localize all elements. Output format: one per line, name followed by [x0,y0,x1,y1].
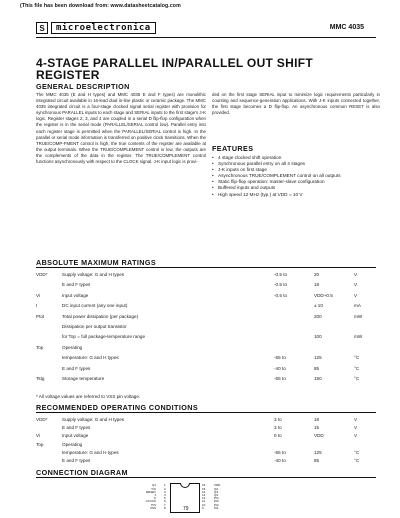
cell-param: for Top = full package-temperature range [62,334,146,340]
cell-sym: I [36,303,38,309]
cell-min: -55 to [274,355,286,361]
page-number: 79 [183,506,189,512]
cell-param: Dissipation per output transistor [62,324,127,329]
cell-param: E and F types [62,282,91,288]
cell-unit: V [354,433,358,439]
pin-label: PI1 [214,505,219,510]
pin-label: T/C [151,486,156,491]
voltage-note: * All voltage values are referred to VSS pin voltage. [36,394,141,399]
cell-max: 85 [314,365,320,371]
cell-param: Operating [62,441,83,447]
cell-param: Operating [62,344,83,350]
table-row [36,450,376,456]
cell-max: 125 [314,449,322,455]
cell-max: 85 [314,458,320,463]
cell-param: Total power dissipation (per package) [62,313,139,319]
pin-number: 1 [164,483,166,488]
pin-number: 16 [202,483,206,488]
cell-sym: Ptot [36,313,45,319]
part-number: MMC 4035 [329,24,364,31]
feature-item: • Asynchronous TRUE/COMPLEMENT control on all outputs [212,173,380,179]
pin-label: Q2 [214,486,219,491]
cell-param: Storage temperature [62,376,105,381]
pin-label: PI4 [214,496,219,501]
pin-label: RESET [145,489,156,494]
cell-param: temperature: G and H types [62,355,119,361]
table-row [36,458,376,464]
pin-label: PI2 [214,502,219,507]
cell-sym: Vi [36,433,41,439]
cell-param: temperature: G and H types [62,449,119,455]
cell-min: -55 to [274,449,286,455]
cell-unit: mW [354,334,363,340]
pin-label: J [154,493,156,497]
abs-max-table [36,272,376,390]
cell-min: -0.5 to [274,272,288,277]
table-row [36,282,376,288]
cell-max: VDD+0.5 [314,292,333,298]
pin-number: 11 [202,499,206,504]
features-list [212,155,380,198]
pin-number: 9 [202,505,204,510]
cell-max: 18 [314,417,320,422]
cell-max: 100 [314,334,322,340]
cell-unit: °C [354,449,360,455]
table-row [36,417,376,423]
table-row [36,324,376,330]
pin-number: 10 [202,502,206,507]
pin-number: 13 [202,493,206,497]
pin-number: 8 [164,505,166,510]
pin-label: VSS [149,505,156,510]
cell-max: 18 [314,282,320,288]
cell-min: -0.5 to [274,282,288,288]
cell-unit: V [354,425,358,431]
cell-sym: Top [36,441,44,447]
cell-unit: V [354,272,358,277]
cell-unit: °C [354,376,360,381]
pin-label: PI3 [214,499,219,504]
features-heading: FEATURES [212,144,254,153]
pin-number: 4 [164,493,166,497]
rec-op-rule [36,412,376,413]
pin-label: Q1 [151,483,156,488]
pin-number: 14 [202,489,206,494]
cell-unit: V [354,282,358,288]
feature-item: • Buffered inputs and outputs [212,185,380,191]
feature-item: • J-K inputs on first stage [212,167,380,173]
table-row [36,433,376,439]
cell-unit: °C [354,458,360,463]
cell-min: -40 to [274,458,286,463]
pin-label: P/S [151,502,156,507]
table-row [36,442,376,448]
cell-param: E and F types [62,365,91,371]
general-description-col2: ded on the first stage SERIAL input to minimize logic requirements particularly in counting and sequence-generation applications. With J-K inputs connected together, the first stage becomes a D flip-flop. An asynchronous common RESET is also provided. [212,92,380,116]
pin-label: VDD [214,483,221,488]
cell-min: -0.5 to [274,292,288,298]
feature-item: • Synchronous parallel entry on all 4 stages [212,161,380,167]
pin-number: 12 [202,496,206,501]
pin1-notch-icon [180,483,190,488]
cell-max: VDD [314,433,324,439]
pin-label: Q3 [214,489,219,494]
cell-max: ± 10 [314,303,323,309]
cell-min: 3 to [274,425,282,431]
table-row [36,272,376,278]
table-row [36,314,376,320]
cell-param: Supply voltage: G and H types [62,272,125,277]
table-row [36,334,376,340]
cell-max: 20 [314,272,320,277]
cell-param: E and F types [62,458,91,463]
table-row [36,376,376,382]
feature-item: • High speed 12 MHz (typ.) at VDD = 10 V [212,192,380,198]
cell-min: 3 to [274,417,282,422]
cell-unit: V [354,292,358,298]
cell-min: 0 to [274,433,282,439]
cell-min: -40 to [274,365,286,371]
cell-unit: V [354,417,358,422]
cell-param: E and F types [62,425,91,431]
feature-item: • 4 stage clocked shift operation [212,155,380,161]
table-row [36,425,376,431]
cell-unit: °C [354,365,360,371]
header-rule [36,37,376,38]
cell-param: Input voltage [62,292,89,298]
cell-sym: Vi [36,292,41,298]
cell-max: 200 [314,313,322,319]
cell-sym: VDD* [36,417,48,422]
cell-param: Supply voltage: G and H types [62,417,125,422]
company-logo [36,22,156,34]
table-row [36,293,376,299]
download-watermark: (This file has been download from: www.datasheetcatalog.com [20,3,181,9]
rec-op-heading: RECOMMENDED OPERATING CONDITIONS [36,403,199,412]
abs-max-rule [36,267,376,268]
cell-min: -65 to [274,376,286,381]
cell-unit: mA [354,303,361,309]
pin-label: K [153,496,156,501]
cell-max: 150 [314,376,322,381]
pin-number: 6 [164,499,166,504]
cell-param: Input voltage [62,433,89,439]
pin-number: 7 [164,502,166,507]
general-description-col1: The MMC 4035 (E and H types) and MMC 4035 E and F types) are monolithic integrated circuit available in 16-lead dual in-line plastic or ceramic package. The MMC 4035 integrated circuit is a four-stage clocked signal serial register with provision for synchronous PARALLEL inputs to each stage and SERIAL inputs to the first stage's J-K logic. Register stages 2, 3, and 4 are coupled in a serial D flip-flop configuration when the register is in the serial mode (PARALLEL/SERIAL control low). Parallel entry into each register stage is permitted when the PARALLEL/SERIAL control is high. In the parallel or serial mode information is transferred on positive clock transitions. When the TRUE/COMP-FMENT control is high, the true contents of the register are available at the output terminals. When the TRUE/COMPLEMENT control is low, the outputs are the complements of the data in the register. The TRUE/COMPLEMENT control functions asynchronously with respect to the CLOCK signal. J-K input logic is provi- [36,92,206,165]
pin-number: 3 [164,489,166,494]
logo-text: microelectronica [51,22,156,34]
table-row [36,345,376,351]
cell-unit: °C [354,355,360,361]
cell-sym: Top [36,344,44,350]
connection-heading: CONNECTION DIAGRAM [36,468,128,477]
table-row [36,366,376,372]
pin-label: CLOCK [145,499,156,504]
pin-number: 2 [164,486,166,491]
cell-sym: Tstg [36,376,45,381]
page-title: 4-STAGE PARALLEL IN/PARALLEL OUT SHIFT REGISTER [36,56,313,82]
abs-max-heading: ABSOLUTE MAXIMUM RATINGS [36,258,157,267]
table-row [36,303,376,309]
logo-mark-icon: S [36,22,48,34]
cell-sym: VDD* [36,272,48,277]
pin-number: 5 [164,496,166,501]
feature-item: • Static flip-flop operation: master-slave configuration [212,179,380,185]
connection-rule [36,477,376,478]
table-row [36,355,376,361]
cell-max: 15 [314,425,320,431]
cell-param: DC input current (any one input) [62,303,128,309]
cell-unit: mW [354,313,363,319]
pin-number: 15 [202,486,206,491]
pin-label: Q4 [214,493,219,497]
general-description-heading: GENERAL DESCRIPTION [36,82,130,91]
cell-max: 125 [314,355,322,361]
